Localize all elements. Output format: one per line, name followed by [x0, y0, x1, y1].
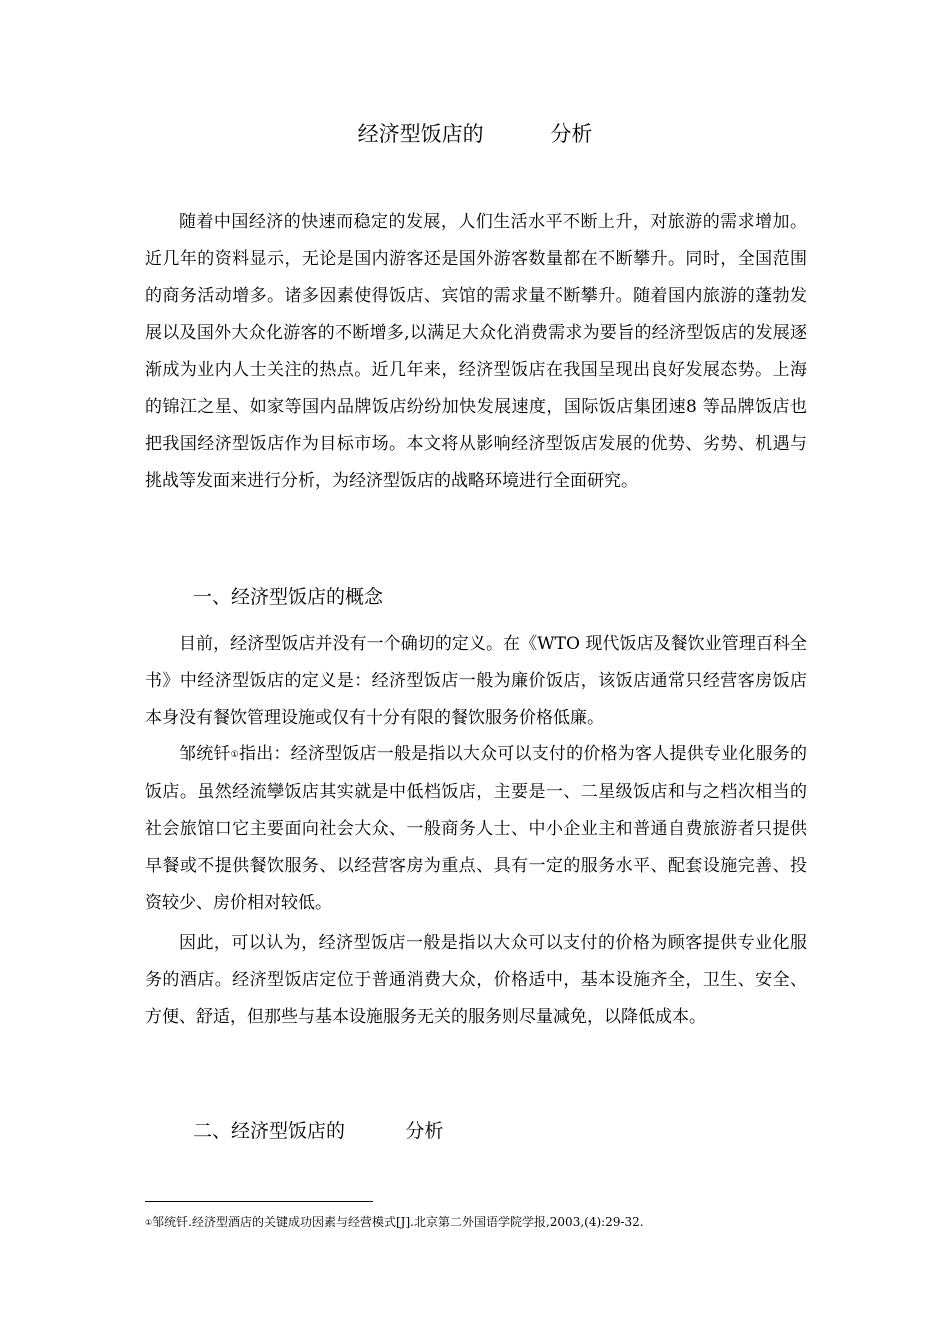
concept-paragraph-definition: 目前，经济型饭店并没有一个确切的定义。在《WTO 现代饭店及餐饮业管理百科全书》中经济型饭店的定义是：经济型饭店一般为廉价饭店，该饭店通常只经营客房饭店本身没有餐饮管理设施或仅有十分有限的餐饮服务价格低廉。	[145, 634, 807, 728]
cited-author: 邹统钎	[179, 744, 231, 764]
footnote-text: 邹统钎.经济型酒店的关键成功因素与经营模式[J].北京第二外国语学院学报,2003,(4):29-32.	[152, 1215, 644, 1229]
concept-paragraph-conclusion: 因此，可以认为，经济型饭店一般是指以大众可以支付的价格为顾客提供专业化服务的酒店。经济型饭店定位于普通消费大众，价格适中，基本设施齐全，卫生、安全、方便、舒适，但那些与基本设施服务无关的服务则尽量减免，以降低成本。	[145, 933, 807, 1027]
intro-paragraph: 随着中国经济的快速而稳定的发展，人们生活水平不断上升，对旅游的需求增加。近几年的资料显示，无论是国内游客还是国外游客数量都在不断攀升。同时，全国范围的商务活动增多。诸多因素使得饭店、宾馆的需求量不断攀升。随着国内旅游的蓬勃发展以及国外大众化游客的不断增多,以满足大众化消费需求为要旨的经济型饭店的发展逐渐成为业内人士关注的热点。近几年来，经济型饭店在我国呈现出良好发展态势。上海的锦江之星、如家等国内品牌饭店纷纷加快发展速度，国际饭店集团速8 等品牌饭店也把我国经济型饭店作为目标市场。本文将从影响经济型饭店发展的优势、劣势、机遇与挑战等发面来进行分析，为经济型饭店的战略环境进行全面研究。	[145, 212, 807, 491]
footnote	[145, 1213, 845, 1232]
section-heading-analysis: 二、经济型饭店的 分析	[193, 1120, 444, 1142]
footnote-reference[interactable]: ①	[230, 750, 239, 760]
page-title: 经济型饭店的 分析	[357, 122, 593, 146]
concept-paragraph-citation	[145, 736, 807, 922]
citation-text: 指出：经济型饭店一般是指以大众可以支付的价格为客人提供专业化服务的饭店。虽然经流孿饭店其实就是中低档饭店，主要是一、二星级饭店和与之档次相当的社会旅馆口它主要面向社会大众、一般商务人士、中小企业主和普通自费旅游者只提供早餐或不提供餐饮服务、以经营客房为重点、具有一定的服务水平、配套设施完善、投资较少、房价相对较低。	[145, 744, 808, 913]
section-heading-concept: 一、经济型饭店的概念	[193, 586, 384, 608]
footnote-mark: ①	[145, 1218, 153, 1227]
footnote-divider	[145, 1201, 373, 1202]
